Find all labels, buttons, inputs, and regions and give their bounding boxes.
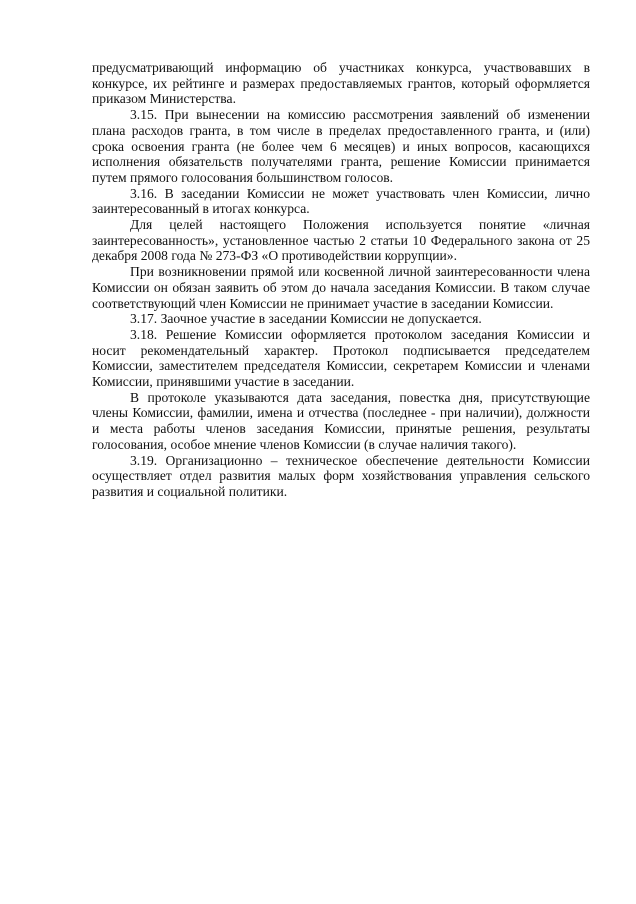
paragraph-continuation: предусматривающий информацию об участниках конкурса, участвовавших в конкурсе, их рейтинге и размерах предоставляемых грантов, который оформляется приказом Министерства. [92,60,590,107]
paragraph-conflict-of-interest: При возникновении прямой или косвенной личной заинтересованности члена Комиссии он обязан заявить об этом до начала заседания Комиссии. В таком случае соответствующий член Комиссии не принимает участие в заседании Комиссии. [92,264,590,311]
paragraph-3-19: 3.19. Организационно – техническое обеспечение деятельности Комиссии осуществляет отдел развития малых форм хозяйствования управления сельского развития и социальной политики. [92,452,590,499]
paragraph-personal-interest-definition: Для целей настоящего Положения используется понятие «личная заинтересованность», установленное частью 2 статьи 10 Федерального закона от 25 декабря 2008 года № 273-ФЗ «О противодействии коррупции». [92,217,590,264]
paragraph-3-17: 3.17. Заочное участие в заседании Комиссии не допускается. [130,311,482,327]
paragraph-3-16: 3.16. В заседании Комиссии не может участвовать член Комиссии, лично заинтересованный в итогах конкурса. [92,185,590,217]
paragraph-protocol-contents: В протоколе указываются дата заседания, повестка дня, присутствующие члены Комиссии, фамилии, имена и отчества (последнее - при наличии), должности и места работы членов заседания Комиссии, принятые решения, результаты голосования, особое мнение членов Комиссии (в случае наличия такого). [92,389,590,452]
paragraph-3-18: 3.18. Решение Комиссии оформляется протоколом заседания Комиссии и носит рекомендательный характер. Протокол подписывается председателем Комиссии, заместителем председателя Комиссии, секретарем Комиссии и членами Комиссии, принявшими участие в заседании. [92,326,590,390]
paragraph-3-15: 3.15. При вынесении на комиссию рассмотрения заявлений об изменении плана расходов гранта, в том числе в пределах предоставленного гранта, и (или) срока освоения гранта (не более чем 6 месяцев) и иных вопросов, касающихся исполнения обязательств получателями гранта, решение Комиссии принимается путем прямого голосования большинством голосов. [92,107,590,185]
document-page [92,60,590,500]
